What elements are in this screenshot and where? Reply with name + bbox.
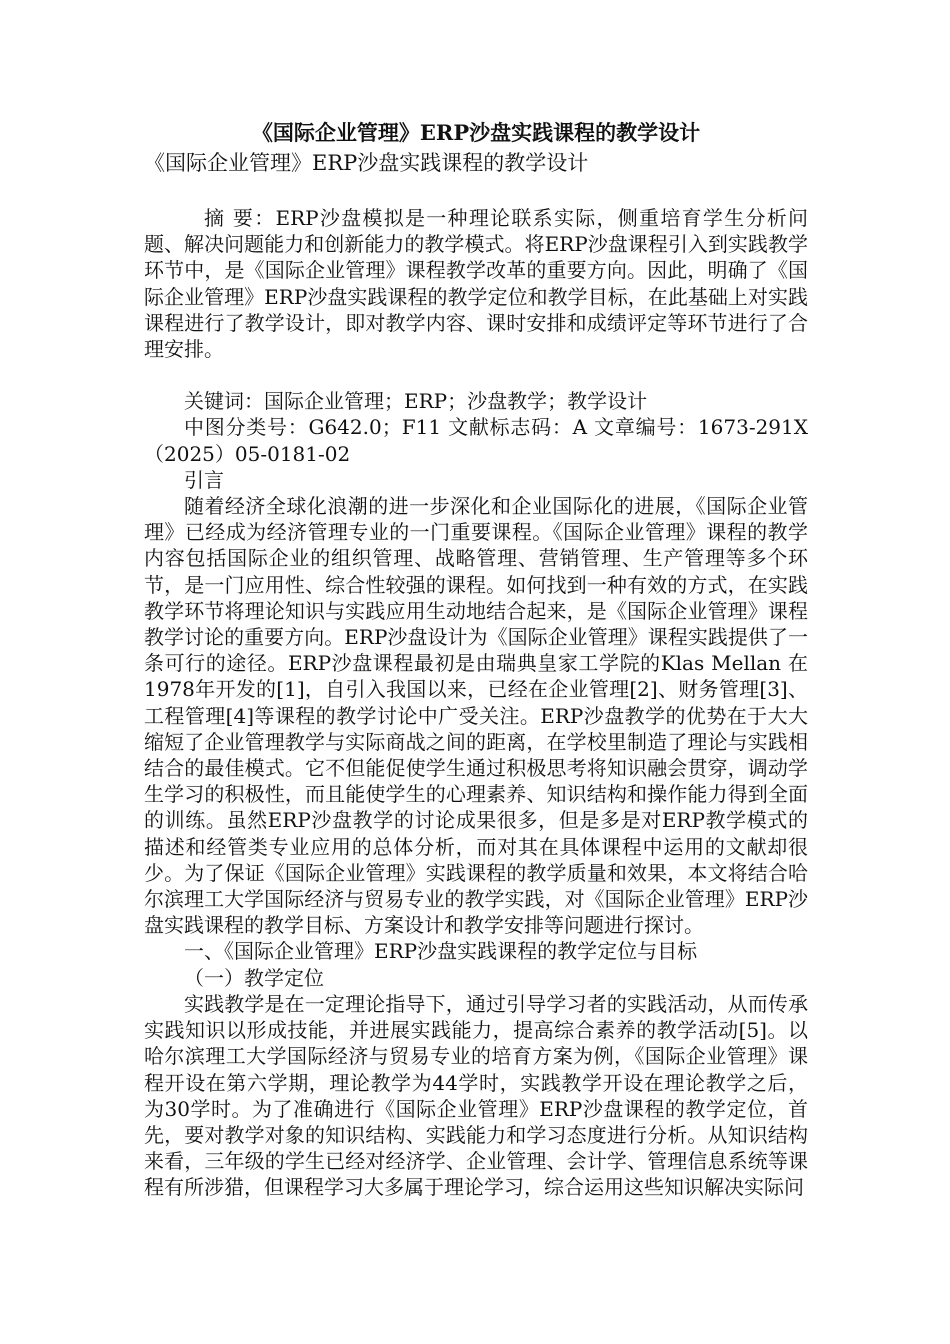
abstract-label: 摘 要： [204,206,276,230]
keywords-label: 关键词： [184,389,264,414]
classification-line: 中图分类号：G642.0；F11 文献标志码：A 文章编号：1673-291X（2025）05-0181-02 [144,415,808,466]
intro-paragraph: 随着经济全球化浪潮的进一步深化和企业国际化的进展，《国际企业管理》已经成为经济管理专业的一门重要课程。《国际企业管理》课程的教学内容包括国际企业的组织管理、战略管理、营销管理、生产管理等多个环节，是一门应用性、综合性较强的课程。如何找到一种有效的方式，在实践教学环节将理论知识与实践应用生动地结合起来，是《国际企业管理》课程教学讨论的重要方向。ERP沙盘设计为《国际企业管理》课程实践提供了一条可行的途径。ERP沙盘课程最初是由瑞典皇家工学院的Klas Mellan 在1978年开发的[1]，自引入我国以来，已经在企业管理[2]、财务管理[3]、工程管理[4]等课程的教学讨论中广受关注。ERP沙盘教学的优势在于大大缩短了企业管理教学与实际商战之间的距离，在学校里制造了理论与实践相结合的最佳模式。它不但能促使学生通过积极思考将知识融会贯穿，调动学生学习的积极性，而且能使学生的心理素养、知识结构和操作能力得到全面的训练。虽然ERP沙盘教学的讨论成果很多，但是多是对ERP教学模式的描述和经管类专业应用的总体分析，而对其在具体课程中运用的文献却很少。为了保证《国际企业管理》实践课程的教学质量和效果，本文将结合哈尔滨理工大学国际经济与贸易专业的教学实践，对《国际企业管理》ERP沙盘实践课程的教学目标、方案设计和教学安排等问题进行探讨。 [144,494,808,938]
subsection-1-paragraph: 实践教学是在一定理论指导下，通过引导学习者的实践活动，从而传承实践知识以形成技能，并进展实践能力，提高综合素养的教学活动[5]。以哈尔滨理工大学国际经济与贸易专业的培育方案为例，《国际企业管理》课程开设在第六学期，理论教学为44学时，实践教学开设在理论教学之后，为30学时。为了准确进行《国际企业管理》ERP沙盘课程的教学定位，首先，要对教学对象的知识结构、实践能力和学习态度进行分析。从知识结构来看，三年级的学生已经对经济学、企业管理、会计学、管理信息系统等课程有所涉猎，但课程学习大多属于理论学习，综合运用这些知识解决实际问 [144,991,808,1200]
keywords-line [144,388,808,414]
subsection-1-heading: （一）教学定位 [184,965,324,990]
document-subtitle: 《国际企业管理》ERP沙盘实践课程的教学设计 [144,151,589,175]
keywords-text: 国际企业管理；ERP；沙盘教学；教学设计 [264,389,648,414]
abstract-paragraph [144,205,808,362]
section-1-heading: 一、《国际企业管理》ERP沙盘实践课程的教学定位与目标 [184,939,698,964]
document-title: 《国际企业管理》ERP沙盘实践课程的教学设计 [251,120,701,145]
document-page [144,118,808,1201]
intro-heading: 引言 [184,467,224,492]
abstract-text: ERP沙盘模拟是一种理论联系实际，侧重培育学生分析问题、解决问题能力和创新能力的教学模式。将ERP沙盘课程引入到实践教学环节中，是《国际企业管理》课程教学改革的重要方向。因此，明确了《国际企业管理》ERP沙盘实践课程的教学定位和教学目标，在此基础上对实践课程进行了教学设计，即对教学内容、课时安排和成绩评定等环节进行了合理安排。 [144,206,809,362]
